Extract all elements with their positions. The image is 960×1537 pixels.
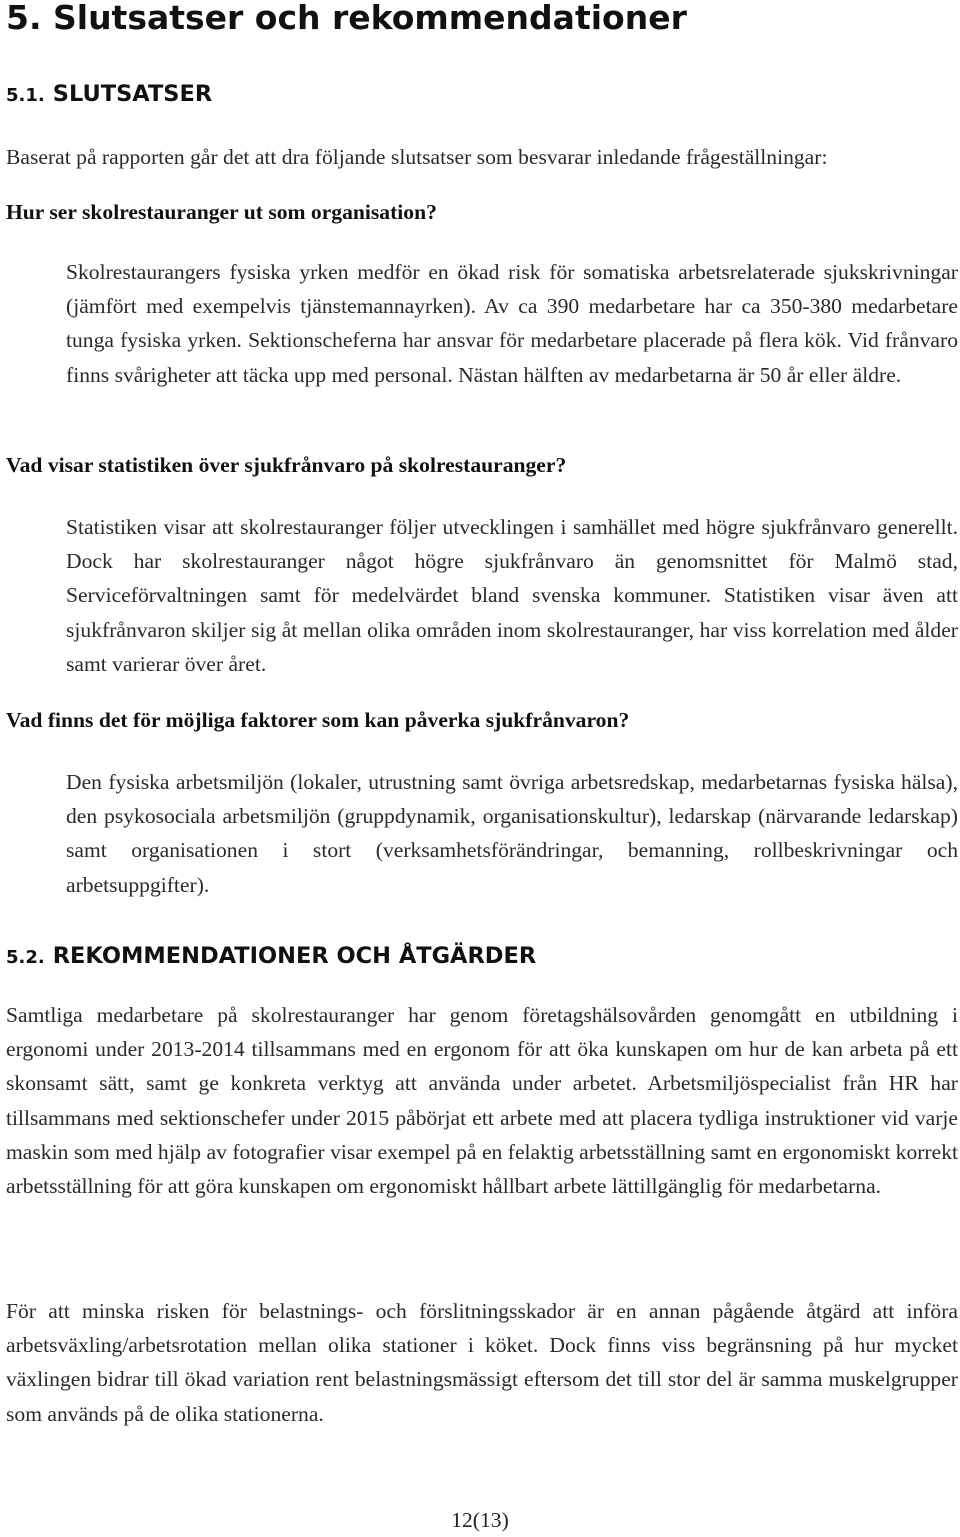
- section-heading-conclusions: [6, 80, 212, 110]
- answer-factors: Den fysiska arbetsmiljön (lokaler, utrustning samt övriga arbetsredskap, medarbetarnas fysiska hälsa), den psykosociala arbetsmiljön (gruppdynamik, organisationskultur), ledarskap (närvarande ledarskap) samt organisationen i stort (verksamhetsförändringar, bemanning, rollbeskrivningar och arbetsuppgifter).: [66, 770, 958, 897]
- answer-statistics: Statistiken visar att skolrestauranger följer utvecklingen i samhället med högre sjukfrånvaro generellt. Dock har skolrestauranger något högre sjukfrånvaro än genomsnittet för Malmö stad, Serviceförvaltningen samt för medelvärdet bland svenska kommuner. Statistiken visar även att sjukfrånvaron skiljer sig åt mellan olika områden inom skolrestauranger, har viss korrelation med ålder samt varierar över året.: [66, 515, 958, 676]
- question-factors: Vad finns det för möjliga faktorer som kan påverka sjukfrånvaron?: [6, 708, 630, 732]
- section-number: 5.1.: [6, 85, 45, 106]
- section-heading-recommendations: [6, 942, 536, 972]
- recommendation-paragraph-1: Samtliga medarbetare på skolrestauranger har genom företagshälsovården genomgått en utbildning i ergonomi under 2013-2014 tillsammans med en ergonom för att öka kunskapen om hur de kan arbeta på ett skonsamt sätt, samt ge konkreta verktyg att använda under arbetet. Arbetsmiljöspecialist från HR har tillsammans med sektionschefer under 2015 påbörjat ett arbete med att placera tydliga instruktioner vid varje maskin som med hjälp av fotografier visar exempel på en felaktig arbetsställning samt en ergonomiskt korrekt arbetsställning för att göra kunskapen om ergonomiskt hållbart arbete lättillgänglig för medarbetarna.: [6, 1003, 958, 1199]
- section-title: REKOMMENDATIONER OCH ÅTGÄRDER: [52, 943, 537, 969]
- question-statistics: Vad visar statistiken över sjukfrånvaro på skolrestauranger?: [6, 453, 567, 477]
- section-title: SLUTSATSER: [52, 81, 213, 107]
- intro-paragraph: Baserat på rapporten går det att dra följande slutsatser som besvarar inledande frågeställningar:: [6, 145, 828, 169]
- recommendation-paragraph-2: För att minska risken för belastnings- och förslitningsskador är en annan pågående åtgärd att införa arbetsväxling/arbetsrotation mellan olika stationer i köket. Dock finns viss begränsning på hur mycket växlingen bidrar till ökad variation rent belastningsmässigt eftersom det till stor del är samma muskelgrupper som används på de olika stationerna.: [6, 1299, 958, 1426]
- chapter-heading: 5. Slutsatser och rekommendationer: [6, 0, 687, 37]
- section-number: 5.2.: [6, 947, 45, 968]
- page-number: 12(13): [451, 1508, 509, 1532]
- answer-organisation: Skolrestaurangers fysiska yrken medför en ökad risk för somatiska arbetsrelaterade sjukskrivningar (jämfört med exempelvis tjänstemannayrken). Av ca 390 medarbetare har ca 350-380 medarbetare tunga fysiska yrken. Sektionscheferna har ansvar för medarbetare placerade på flera kök. Vid frånvaro finns svårigheter att täcka upp med personal. Nästan hälften av medarbetarna är 50 år eller äldre.: [66, 260, 958, 387]
- question-organisation: Hur ser skolrestauranger ut som organisation?: [6, 200, 437, 224]
